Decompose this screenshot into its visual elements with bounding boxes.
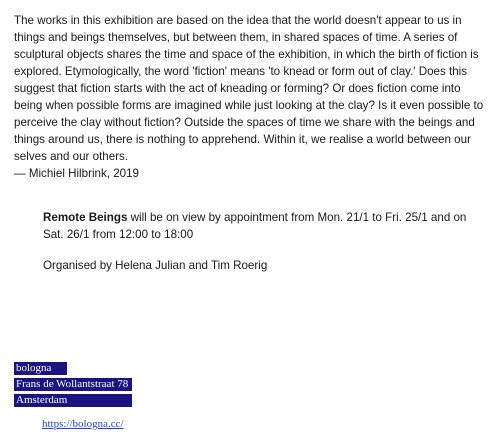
address-city: Amsterdam <box>14 394 132 407</box>
exhibition-title: Remote Beings <box>43 211 128 224</box>
organisers-line: Organised by Helena Julian and Tim Roerig <box>43 259 268 272</box>
statement-credit: — Michiel Hilbrink, 2019 <box>14 167 140 180</box>
viewing-info <box>43 209 483 243</box>
address-venue-name: bologna <box>14 362 67 375</box>
viewing-schedule: will be on view by appointment from Mon. 21/1 to Fri. 25/1 and on Sat. 26/1 from 12:00 to 18:00 <box>43 211 467 241</box>
website-link[interactable]: https://bologna.cc/ <box>42 418 124 430</box>
statement-body: The works in this exhibition are based on the idea that the world doesn't appear to us in things and beings themselves, but between them, in shared spaces of time. A series of sculptural objects shares the time and space of the exhibition, in which the birth of fiction is explored. Etymologically, the word 'fiction' means 'to knead or form out of clay.' Does this suggest that fiction starts with the act of kneading or forming? Or does fiction come into being when possible forms are imagined while just looking at the clay? Is it even possible to perceive the clay without fiction? Outside the spaces of time we share with the beings and things around us, there is nothing to apprehend. Within it, we realise a world between our selves and our others. <box>14 14 484 163</box>
address-street: Frans de Wollantstraat 78 <box>14 378 132 391</box>
exhibition-statement <box>14 12 490 182</box>
